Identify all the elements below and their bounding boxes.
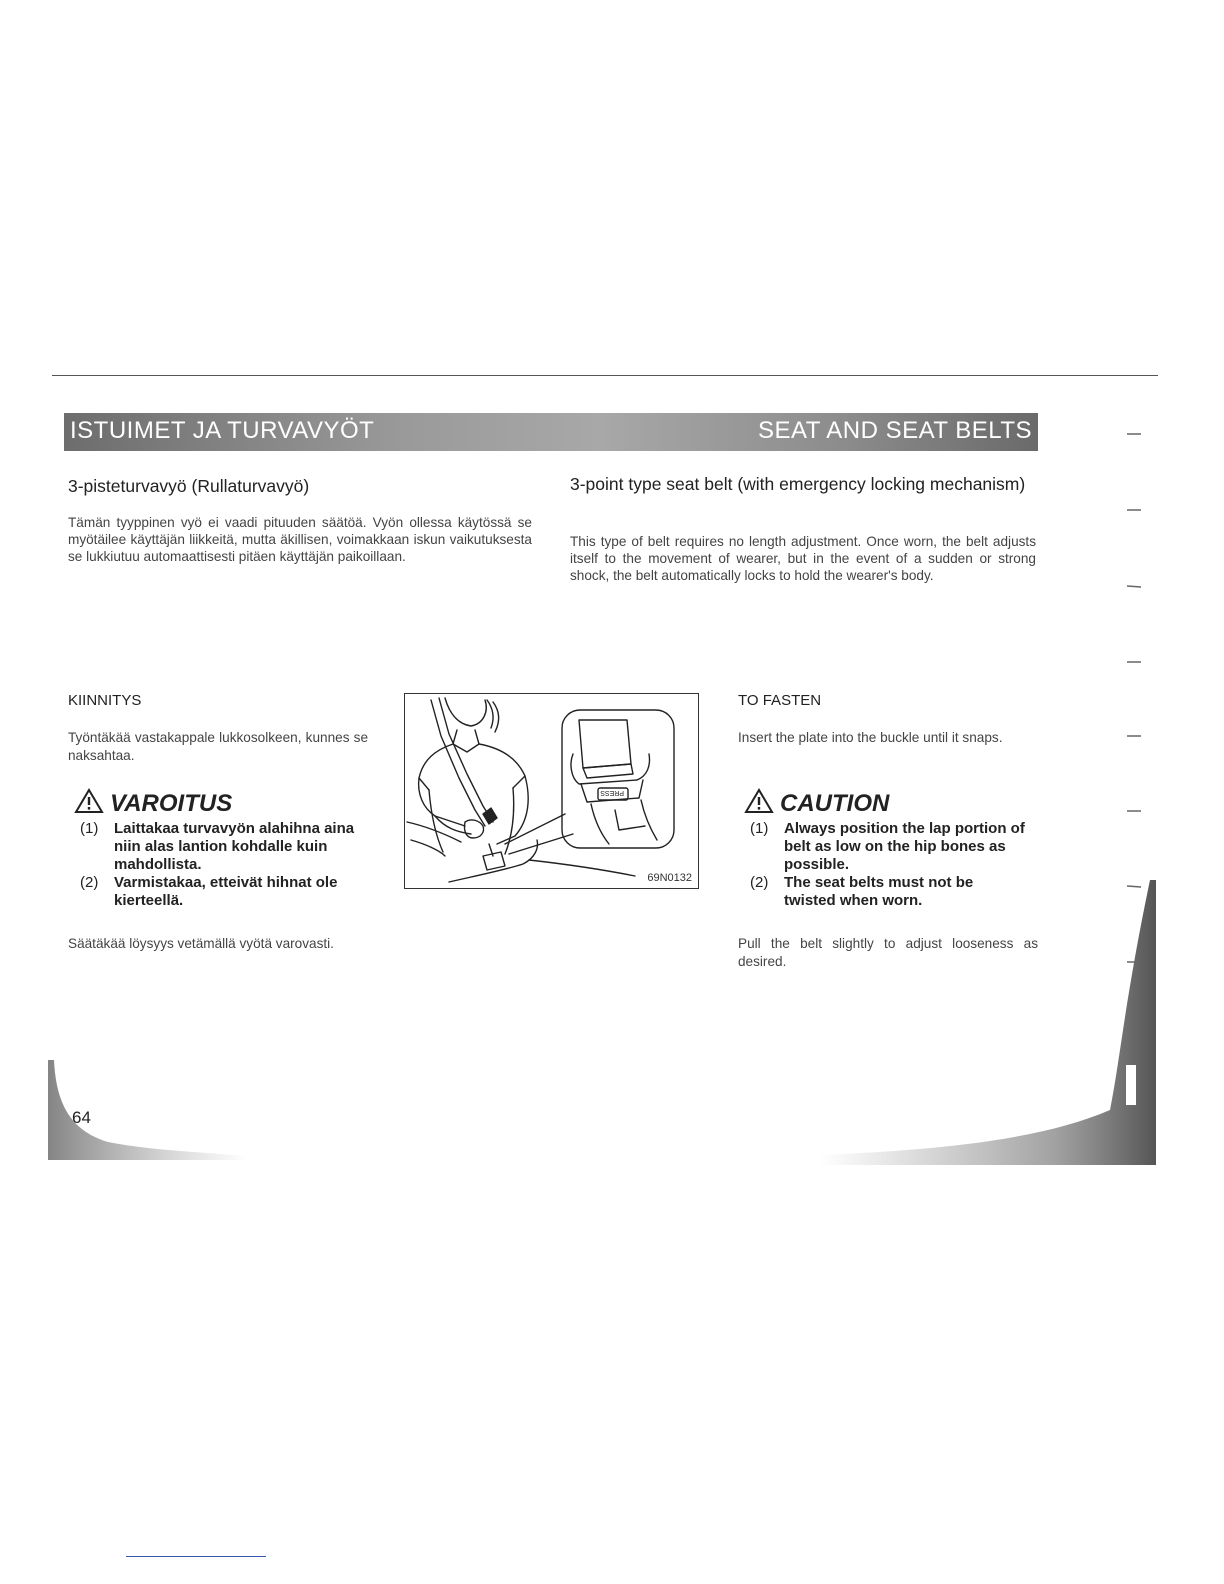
item-number: (2) — [80, 874, 99, 891]
adjust-paragraph-en: Pull the belt slightly to adjust looseness as desired. — [738, 936, 1038, 969]
fasten-paragraph-en: Insert the plate into the buckle until it snaps. — [738, 730, 1003, 745]
item-number: (1) — [750, 820, 769, 837]
section-title-fi: ISTUIMET JA TURVAVYÖT — [70, 417, 375, 444]
fasten-paragraph-fi: Työntäkää vastakappale lukkosolkeen, kunnes se naksahtaa. — [68, 730, 368, 763]
fastening-drawing — [405, 694, 700, 890]
fasten-heading-en: TO FASTEN — [738, 692, 822, 709]
fasten-heading-fi: KIINNITYS — [68, 692, 142, 709]
warning-list-fi — [80, 820, 358, 910]
warning-triangle-icon — [74, 788, 104, 819]
item-text: Always position the lap portion of belt as low on the hip bones as possible. — [784, 820, 1025, 873]
scan-shadow-right — [820, 880, 1160, 1165]
warning-header-en — [744, 788, 889, 819]
warning-triangle-icon — [744, 788, 774, 819]
intro-paragraph-fi: Tämän tyyppinen vyö ei vaadi pituuden säätöä. Vyön ollessa käytössä se myötäilee käyttäjän liikkeitä, mutta äkillisen, voimakkaan iskun vaikutuksesta se lukkiutuu automaattisesti pitäen käyttäjän paikoillaan. — [68, 515, 532, 565]
warning-title-fi: VAROITUS — [110, 789, 233, 817]
list-item — [750, 820, 1026, 874]
intro-paragraph-en: This type of belt requires no length adjustment. Once worn, the belt adjusts itself to the movement of wearer, but in the event of a sudden or strong shock, the belt automatically locks to hold the wearer's body. — [570, 534, 1036, 584]
press-label: PRESS — [600, 789, 624, 796]
item-text: Varmistakaa, etteivät hihnat ole kierteellä. — [114, 874, 338, 909]
item-number: (1) — [80, 820, 99, 837]
margin-tick-marks — [1125, 430, 1145, 1130]
subtitle-en: 3-point type seat belt (with emergency locking mechanism) — [570, 474, 1026, 494]
section-title-en: SEAT AND SEAT BELTS — [757, 417, 1032, 444]
item-text: Laittakaa turvavyön alahihna aina niin alas lantion kohdalle kuin mahdollista. — [114, 820, 355, 873]
top-rule — [52, 375, 1158, 376]
warning-title-en: CAUTION — [780, 789, 890, 817]
page-number: 64 — [72, 1108, 91, 1127]
figure-code: 69N0132 — [647, 872, 692, 884]
section-banner — [64, 413, 1038, 451]
item-number: (2) — [750, 874, 769, 891]
list-item — [80, 874, 358, 910]
list-item — [80, 820, 358, 874]
bottom-rule — [126, 1556, 266, 1557]
subtitle-fi: 3-pisteturvavyö (Rullaturvavyö) — [68, 476, 310, 496]
adjust-paragraph-fi: Säätäkää löysyys vetämällä vyötä varovasti. — [68, 936, 334, 951]
warning-header-fi — [74, 788, 232, 819]
seat-belt-illustration — [404, 693, 699, 889]
item-text: The seat belts must not be twisted when worn. — [784, 874, 974, 909]
